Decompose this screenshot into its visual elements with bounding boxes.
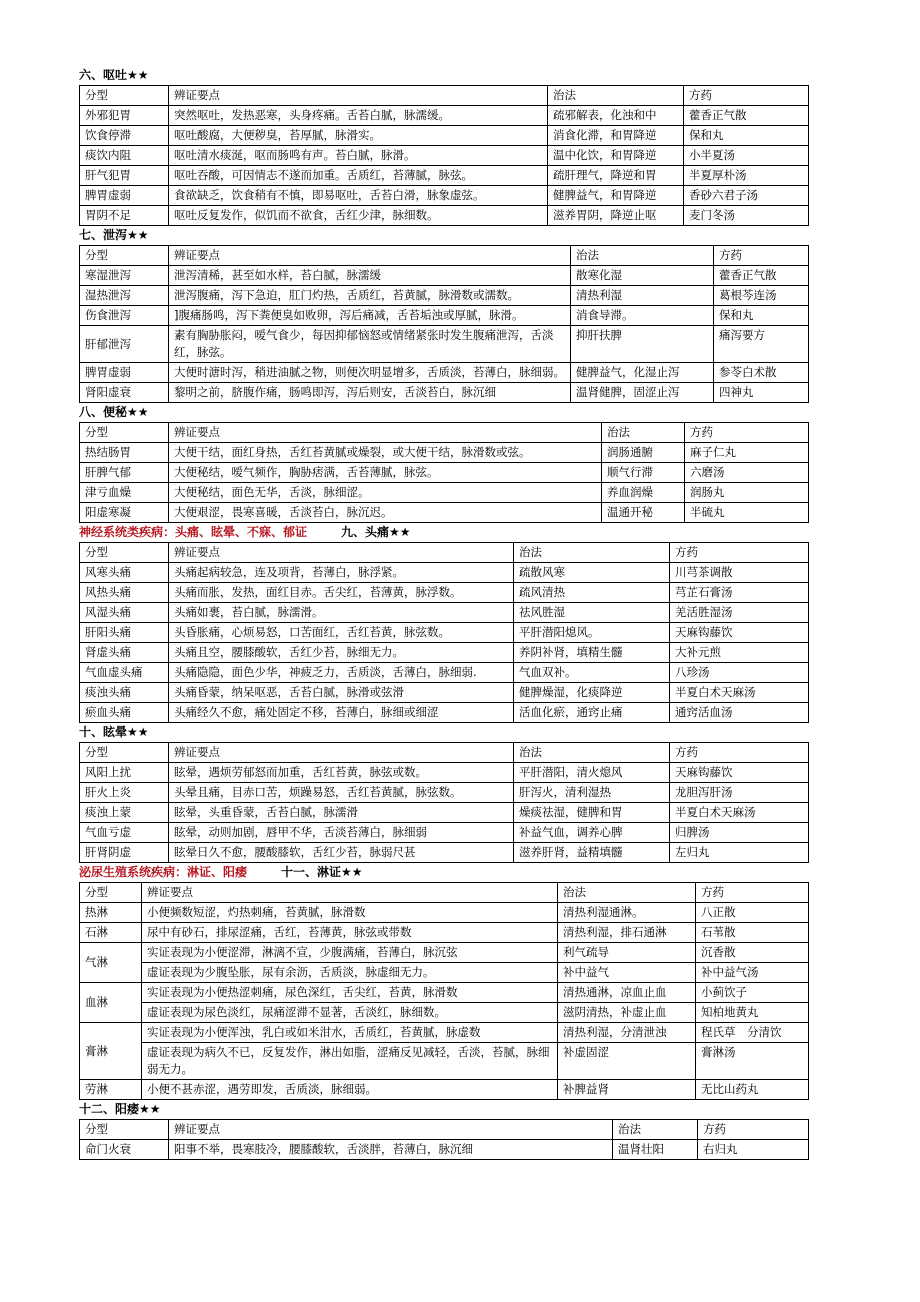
cell-points: 突然呕吐，发热恶寒，头身疼痛。舌苔白腻，脉濡缓。 bbox=[169, 106, 548, 126]
table-diarrhea bbox=[79, 245, 809, 403]
header-cell: 辨证要点 bbox=[142, 883, 558, 903]
cell-points: 食欲缺乏，饮食稍有不慎，即易呕吐，舌苔白滑，脉象虚弦。 bbox=[169, 186, 548, 206]
table-row bbox=[80, 326, 809, 363]
cell-points: 大便秘结，面色无华，舌淡，脉细涩。 bbox=[169, 483, 602, 503]
cell-type: 肝火上炎 bbox=[80, 783, 169, 803]
cell-type: 风热头痛 bbox=[80, 583, 169, 603]
cell-method: 清热通淋，凉血止血 bbox=[558, 983, 696, 1003]
section-title: 八、便秘★★ bbox=[79, 405, 149, 419]
cell-formula: 半硫丸 bbox=[685, 503, 809, 523]
table-constipation bbox=[79, 422, 809, 523]
header-cell: 治法 bbox=[602, 423, 685, 443]
cell-method: 养血润燥 bbox=[602, 483, 685, 503]
cell-type: 气血虚头痛 bbox=[80, 663, 169, 683]
cell-points: 头痛隐隐，面色少华，神疲乏力，舌质淡，舌薄白，脉细弱. bbox=[169, 663, 514, 683]
cell-points: 呕吐反复发作，似饥而不欲食，舌红少津，脉细数。 bbox=[169, 206, 548, 226]
cell-type: 热结肠胃 bbox=[80, 443, 169, 463]
header-cell: 分型 bbox=[80, 883, 142, 903]
cell-method: 健脾益气，化湿止泻 bbox=[571, 363, 714, 383]
table-row bbox=[80, 126, 809, 146]
cell-formula: 八珍汤 bbox=[670, 663, 809, 683]
header-cell: 治法 bbox=[613, 1120, 698, 1140]
table-row bbox=[80, 166, 809, 186]
cell-method: 活血化瘀，通窍止痛 bbox=[514, 703, 670, 723]
section-title bbox=[79, 523, 809, 542]
cell-method: 润肠通腑 bbox=[602, 443, 685, 463]
cell-type: 热淋 bbox=[80, 903, 142, 923]
cell-formula: 四神丸 bbox=[714, 383, 809, 403]
header-cell: 辨证要点 bbox=[169, 246, 571, 266]
cell-method: 温肾壮阳 bbox=[613, 1140, 698, 1160]
cell-method: 健脾益气，和胃降逆 bbox=[548, 186, 684, 206]
cell-points: 小便频数短涩，灼热刺痛，苔黄腻，脉滑数 bbox=[142, 903, 558, 923]
cell-method: 清热利湿，排石通淋 bbox=[558, 923, 696, 943]
table-row bbox=[80, 823, 809, 843]
cell-type: 寒湿泄泻 bbox=[80, 266, 169, 286]
table-header bbox=[80, 743, 809, 763]
cell-formula: 藿香正气散 bbox=[714, 266, 809, 286]
cell-type: 瘀血头痛 bbox=[80, 703, 169, 723]
table-row bbox=[80, 843, 809, 863]
cell-type: 肝郁泄泻 bbox=[80, 326, 169, 363]
table-vomiting bbox=[79, 85, 809, 226]
cell-type: 脾胃虚弱 bbox=[80, 363, 169, 383]
cell-points: 头痛昏蒙，纳呆呕恶，舌苔白腻，脉滑或弦滑 bbox=[169, 683, 514, 703]
cell-method: 滋阴清热，补虚止血 bbox=[558, 1003, 696, 1023]
cell-formula: 沉香散 bbox=[696, 943, 809, 963]
cell-points: 实证表现为小便浑浊，乳白或如米泔水，舌质红，苔黄腻，脉虚数 bbox=[142, 1023, 558, 1043]
category-heading: 神经系统类疾病：头痛、眩晕、不寐、郁证 bbox=[79, 525, 308, 539]
cell-points: 呕吐酸腐，大便秽臭，苔厚腻，脉滑实。 bbox=[169, 126, 548, 146]
table-row bbox=[80, 983, 809, 1003]
cell-method: 消食化滞，和胃降逆 bbox=[548, 126, 684, 146]
category-heading: 泌尿生殖系统疾病：淋证、阳痿 bbox=[79, 865, 248, 879]
cell-points: ]腹痛肠鸣，泻下粪便臭如败卵，泻后痛减，舌苔垢浊或厚腻，脉滑。 bbox=[169, 306, 571, 326]
cell-formula: 归脾汤 bbox=[670, 823, 809, 843]
cell-formula: 无比山药丸 bbox=[696, 1080, 809, 1100]
table-row bbox=[80, 963, 809, 983]
cell-type: 痰浊头痛 bbox=[80, 683, 169, 703]
cell-type: 湿热泄泻 bbox=[80, 286, 169, 306]
header-cell: 辨证要点 bbox=[169, 86, 548, 106]
table-row bbox=[80, 783, 809, 803]
cell-method: 清热利湿 bbox=[571, 286, 714, 306]
cell-formula: 痛泻要方 bbox=[714, 326, 809, 363]
cell-points: 眩晕，遇烦劳郁怒而加重，舌红苔黄，脉弦或数。 bbox=[169, 763, 514, 783]
cell-method: 顺气行滞 bbox=[602, 463, 685, 483]
table-header bbox=[80, 883, 809, 903]
table-row bbox=[80, 563, 809, 583]
cell-points: 头痛且空，腰膝酸软，舌红少苔，脉细无力。 bbox=[169, 643, 514, 663]
cell-points: 头痛如裹，苔白腻，脉濡滑。 bbox=[169, 603, 514, 623]
table-row bbox=[80, 623, 809, 643]
cell-formula: 保和丸 bbox=[684, 126, 809, 146]
cell-formula: 补中益气汤 bbox=[696, 963, 809, 983]
table-row bbox=[80, 643, 809, 663]
cell-formula: 程氏草 分清饮 bbox=[696, 1023, 809, 1043]
cell-formula: 参苓白术散 bbox=[714, 363, 809, 383]
section-title: 六、呕吐★★ bbox=[79, 68, 149, 82]
cell-type: 胃阴不足 bbox=[80, 206, 169, 226]
cell-method: 健脾燥湿，化痰降逆 bbox=[514, 683, 670, 703]
cell-method: 利气疏导 bbox=[558, 943, 696, 963]
table-row bbox=[80, 663, 809, 683]
header-cell: 分型 bbox=[80, 86, 169, 106]
cell-type: 命门火衰 bbox=[80, 1140, 169, 1160]
table-row bbox=[80, 763, 809, 783]
header-cell: 辨证要点 bbox=[169, 543, 514, 563]
cell-points: 泄泻清稀，甚至如水样，苔白腻，脉濡缓 bbox=[169, 266, 571, 286]
cell-points: 小便不甚赤涩，遇劳即发，舌质淡，脉细弱。 bbox=[142, 1080, 558, 1100]
cell-formula: 麦门冬汤 bbox=[684, 206, 809, 226]
cell-type: 肝脾气郁 bbox=[80, 463, 169, 483]
header-cell: 方药 bbox=[684, 86, 809, 106]
table-row bbox=[80, 1023, 809, 1043]
table-row bbox=[80, 903, 809, 923]
document-page bbox=[79, 66, 809, 1160]
header-cell: 方药 bbox=[670, 543, 809, 563]
cell-formula: 小半夏汤 bbox=[684, 146, 809, 166]
cell-formula: 小蓟饮子 bbox=[696, 983, 809, 1003]
cell-method: 平肝潜阳，清火熄风 bbox=[514, 763, 670, 783]
cell-type: 伤食泄泻 bbox=[80, 306, 169, 326]
table-row bbox=[80, 583, 809, 603]
header-cell: 治法 bbox=[558, 883, 696, 903]
cell-method: 消食导滞。 bbox=[571, 306, 714, 326]
cell-formula: 川芎茶调散 bbox=[670, 563, 809, 583]
header-cell: 方药 bbox=[698, 1120, 809, 1140]
cell-points: 头昏胀痛，心烦易怒，口苦面红，舌红苔黄，脉弦数。 bbox=[169, 623, 514, 643]
cell-type: 肝阳头痛 bbox=[80, 623, 169, 643]
cell-points: 头痛起病较急，连及项背，苔薄白，脉浮紧。 bbox=[169, 563, 514, 583]
cell-points: 呕吐吞酸，可因情志不遂而加重。舌质红，苔薄腻，脉弦。 bbox=[169, 166, 548, 186]
cell-points: 呕吐清水痰涎，呕而肠鸣有声。苔白腻，脉滑。 bbox=[169, 146, 548, 166]
header-cell: 治法 bbox=[571, 246, 714, 266]
cell-points: 头痛经久不愈，痛处固定不移，苔薄白，脉细或细涩 bbox=[169, 703, 514, 723]
cell-type: 石淋 bbox=[80, 923, 142, 943]
cell-method: 温通开秘 bbox=[602, 503, 685, 523]
section-title bbox=[79, 863, 809, 882]
table-row bbox=[80, 306, 809, 326]
cell-type: 肾阳虚衰 bbox=[80, 383, 169, 403]
header-cell: 分型 bbox=[80, 543, 169, 563]
header-cell: 辨证要点 bbox=[169, 1120, 613, 1140]
table-stranguria bbox=[79, 882, 809, 1100]
table-header bbox=[80, 543, 809, 563]
cell-method: 平肝潜阳熄风。 bbox=[514, 623, 670, 643]
header-cell: 分型 bbox=[80, 246, 169, 266]
cell-type: 痰饮内阻 bbox=[80, 146, 169, 166]
table-row bbox=[80, 286, 809, 306]
table-header bbox=[80, 246, 809, 266]
table-headache bbox=[79, 542, 809, 723]
cell-points: 大便艰涩，畏寒喜暖，舌淡苔白，脉沉迟。 bbox=[169, 503, 602, 523]
cell-method: 气血双补。 bbox=[514, 663, 670, 683]
cell-points: 阳事不举，畏寒肢冷，腰膝酸软，舌淡胖，苔薄白，脉沉细 bbox=[169, 1140, 613, 1160]
table-header bbox=[80, 86, 809, 106]
cell-points: 素有胸胁胀闷，嗳气食少，每因抑郁恼怒或情绪紧张时发生腹痛泄泻，舌淡红，脉弦。 bbox=[169, 326, 571, 363]
table-header bbox=[80, 423, 809, 443]
header-cell: 治法 bbox=[548, 86, 684, 106]
header-cell: 分型 bbox=[80, 1120, 169, 1140]
cell-method: 养阴补肾，填精生髓 bbox=[514, 643, 670, 663]
cell-method: 祛风胜湿 bbox=[514, 603, 670, 623]
cell-method: 补虚固涩 bbox=[558, 1043, 696, 1080]
cell-formula: 保和丸 bbox=[714, 306, 809, 326]
table-row bbox=[80, 363, 809, 383]
cell-method: 滋养肝肾，益精填髓 bbox=[514, 843, 670, 863]
cell-type: 津亏血燥 bbox=[80, 483, 169, 503]
cell-points: 大便秘结，嗳气频作，胸胁痞满，舌苔薄腻，脉弦。 bbox=[169, 463, 602, 483]
table-row bbox=[80, 1140, 809, 1160]
cell-method: 疏邪解表，化浊和中 bbox=[548, 106, 684, 126]
cell-formula: 麻子仁丸 bbox=[685, 443, 809, 463]
cell-formula: 右归丸 bbox=[698, 1140, 809, 1160]
table-row bbox=[80, 923, 809, 943]
table-row bbox=[80, 206, 809, 226]
cell-type: 外邪犯胃 bbox=[80, 106, 169, 126]
table-row bbox=[80, 186, 809, 206]
table-row bbox=[80, 483, 809, 503]
cell-method: 肝泻火，清利湿热 bbox=[514, 783, 670, 803]
cell-method: 疏风清热 bbox=[514, 583, 670, 603]
cell-type: 血淋 bbox=[80, 983, 142, 1023]
cell-method: 补中益气 bbox=[558, 963, 696, 983]
cell-type: 风阳上扰 bbox=[80, 763, 169, 783]
section-title: 七、泄泻★★ bbox=[79, 228, 149, 242]
cell-formula: 膏淋汤 bbox=[696, 1043, 809, 1080]
section-title-text: 九、头痛★★ bbox=[341, 525, 411, 539]
table-row bbox=[80, 803, 809, 823]
cell-points: 眩晕，头重昏蒙，舌苔白腻，脉濡滑 bbox=[169, 803, 514, 823]
cell-method: 燥痰祛湿，健脾和胃 bbox=[514, 803, 670, 823]
cell-points: 眩晕，动则加剧，唇甲不华，舌淡苔薄白，脉细弱 bbox=[169, 823, 514, 843]
cell-formula: 润肠丸 bbox=[685, 483, 809, 503]
cell-type: 气淋 bbox=[80, 943, 142, 983]
cell-formula: 龙胆泻肝汤 bbox=[670, 783, 809, 803]
cell-method: 抑肝扶脾 bbox=[571, 326, 714, 363]
cell-points: 大便干结，面红身热，舌红苔黄腻或燥裂，或大便干结，脉滑数或弦。 bbox=[169, 443, 602, 463]
cell-points: 实证表现为小便热涩刺痛，尿色深红，舌尖红，苔黄，脉滑数 bbox=[142, 983, 558, 1003]
cell-method: 温肾健脾，固涩止泻 bbox=[571, 383, 714, 403]
cell-points: 实证表现为小便涩滞，淋漓不宣，少腹满痛，苔薄白，脉沉弦 bbox=[142, 943, 558, 963]
table-vertigo bbox=[79, 742, 809, 863]
header-cell: 治法 bbox=[514, 543, 670, 563]
cell-type: 阳虚寒凝 bbox=[80, 503, 169, 523]
cell-points: 虚证表现为尿色淡红，尿痛涩滞不显著，舌淡红，脉细数。 bbox=[142, 1003, 558, 1023]
header-cell: 辨证要点 bbox=[169, 423, 602, 443]
cell-type: 饮食停滞 bbox=[80, 126, 169, 146]
cell-points: 头晕且痛，目赤口苦，烦躁易怒，舌红苔黄腻，脉弦数。 bbox=[169, 783, 514, 803]
header-cell: 治法 bbox=[514, 743, 670, 763]
cell-type: 肝气犯胃 bbox=[80, 166, 169, 186]
cell-points: 头痛而胀，发热，面红目赤。舌尖红，苔薄黄，脉浮数。 bbox=[169, 583, 514, 603]
table-row bbox=[80, 146, 809, 166]
section-title: 十二、阳痿★★ bbox=[79, 1102, 161, 1116]
cell-points: 尿中有砂石，排尿涩痛，舌红，苔薄黄，脉弦或带数 bbox=[142, 923, 558, 943]
cell-type: 风湿头痛 bbox=[80, 603, 169, 623]
cell-method: 清热利湿通淋。 bbox=[558, 903, 696, 923]
table-row bbox=[80, 603, 809, 623]
cell-formula: 通窍活血汤 bbox=[670, 703, 809, 723]
cell-method: 清热利湿，分清泄浊 bbox=[558, 1023, 696, 1043]
cell-formula: 石苇散 bbox=[696, 923, 809, 943]
table-row bbox=[80, 1043, 809, 1080]
cell-points: 泄泻腹痛，泻下急迫，肛门灼热，舌质红，苔黄腻，脉滑数或濡数。 bbox=[169, 286, 571, 306]
cell-points: 黎明之前，脐腹作痛，肠鸣即泻，泻后则安，舌淡苔白，脉沉细 bbox=[169, 383, 571, 403]
cell-formula: 藿香正气散 bbox=[684, 106, 809, 126]
cell-formula: 大补元煎 bbox=[670, 643, 809, 663]
header-cell: 方药 bbox=[696, 883, 809, 903]
header-cell: 分型 bbox=[80, 423, 169, 443]
cell-formula: 天麻钩藤饮 bbox=[670, 623, 809, 643]
section-title: 十、眩晕★★ bbox=[79, 725, 149, 739]
table-row bbox=[80, 106, 809, 126]
header-cell: 分型 bbox=[80, 743, 169, 763]
header-cell: 辨证要点 bbox=[169, 743, 514, 763]
cell-method: 疏散风寒 bbox=[514, 563, 670, 583]
cell-formula: 八正散 bbox=[696, 903, 809, 923]
table-row bbox=[80, 703, 809, 723]
header-cell: 方药 bbox=[714, 246, 809, 266]
cell-formula: 羌活胜湿汤 bbox=[670, 603, 809, 623]
cell-method: 补脾益肾 bbox=[558, 1080, 696, 1100]
cell-type: 肝肾阴虚 bbox=[80, 843, 169, 863]
cell-formula: 半夏厚朴汤 bbox=[684, 166, 809, 186]
cell-type: 脾胃虚弱 bbox=[80, 186, 169, 206]
table-row bbox=[80, 683, 809, 703]
cell-formula: 葛根芩连汤 bbox=[714, 286, 809, 306]
cell-method: 滋养胃阴，降逆止呕 bbox=[548, 206, 684, 226]
cell-formula: 知柏地黄丸 bbox=[696, 1003, 809, 1023]
cell-formula: 天麻钩藤饮 bbox=[670, 763, 809, 783]
cell-points: 大便时溏时泻，稍进油腻之物，则便次明显增多，舌质淡，苔薄白，脉细弱。 bbox=[169, 363, 571, 383]
cell-formula: 半夏白术天麻汤 bbox=[670, 683, 809, 703]
table-row bbox=[80, 443, 809, 463]
cell-type: 膏淋 bbox=[80, 1023, 142, 1080]
section-title-text: 十一、淋证★★ bbox=[281, 865, 363, 879]
cell-method: 补益气血，调养心脾 bbox=[514, 823, 670, 843]
table-row bbox=[80, 266, 809, 286]
header-cell: 方药 bbox=[670, 743, 809, 763]
cell-formula: 香砂六君子汤 bbox=[684, 186, 809, 206]
cell-points: 眩晕日久不愈，腰酸膝软，舌红少苔，脉弱尺甚 bbox=[169, 843, 514, 863]
cell-formula: 半夏白术天麻汤 bbox=[670, 803, 809, 823]
cell-type: 痰浊上蒙 bbox=[80, 803, 169, 823]
cell-points: 虚证表现为病久不已，反复发作，淋出如脂，涩痛反见减轻，舌淡，苔腻，脉细弱无力。 bbox=[142, 1043, 558, 1080]
cell-points: 虚证表现为少腹坠胀，尿有余沥，舌质淡，脉虚细无力。 bbox=[142, 963, 558, 983]
table-impotence bbox=[79, 1119, 809, 1160]
cell-method: 疏肝理气，降逆和胃 bbox=[548, 166, 684, 186]
table-row bbox=[80, 463, 809, 483]
table-row bbox=[80, 1080, 809, 1100]
table-header bbox=[80, 1120, 809, 1140]
cell-formula: 六磨汤 bbox=[685, 463, 809, 483]
header-cell: 方药 bbox=[685, 423, 809, 443]
table-row bbox=[80, 943, 809, 963]
cell-type: 气血亏虚 bbox=[80, 823, 169, 843]
cell-type: 肾虚头痛 bbox=[80, 643, 169, 663]
cell-method: 温中化饮，和胃降逆 bbox=[548, 146, 684, 166]
cell-formula: 左归丸 bbox=[670, 843, 809, 863]
cell-formula: 芎芷石膏汤 bbox=[670, 583, 809, 603]
cell-method: 散寒化湿 bbox=[571, 266, 714, 286]
table-row bbox=[80, 503, 809, 523]
table-row bbox=[80, 1003, 809, 1023]
cell-type: 劳淋 bbox=[80, 1080, 142, 1100]
table-row bbox=[80, 383, 809, 403]
cell-type: 风寒头痛 bbox=[80, 563, 169, 583]
